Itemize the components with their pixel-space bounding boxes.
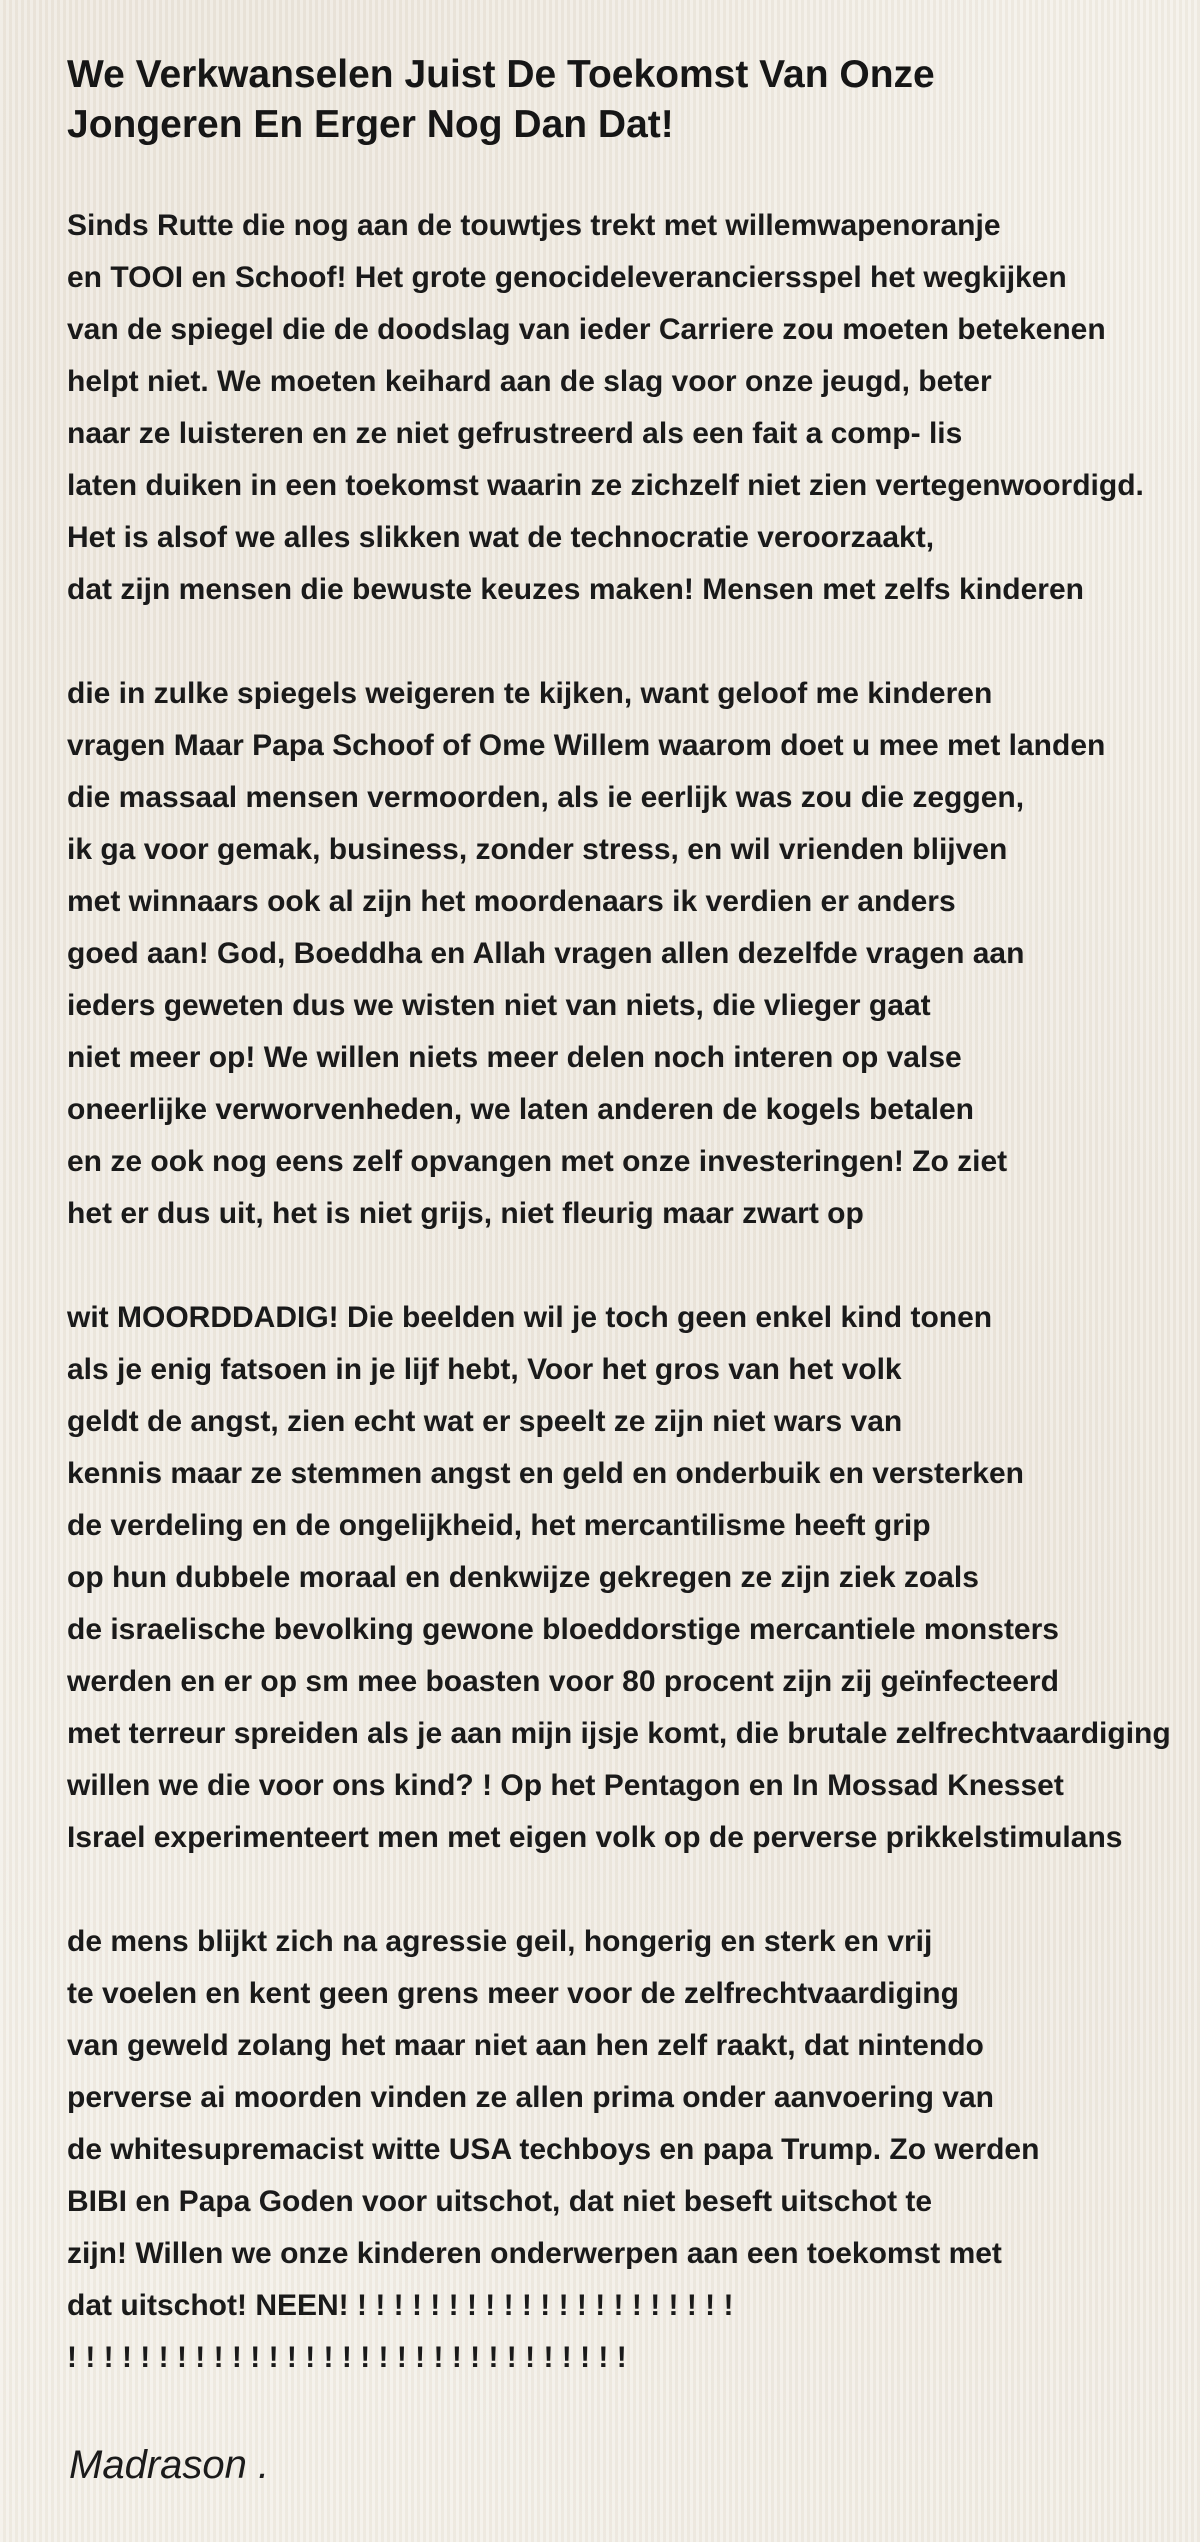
poem-line: die massaal mensen vermoorden, als ie eerlijk was zou die zeggen, <box>67 781 1025 814</box>
stanza-gap <box>67 616 1200 668</box>
poem-line: niet meer op! We willen niets meer delen noch interen op valse <box>67 1041 962 1074</box>
poem-line: zijn! Willen we onze kinderen onderwerpen aan een toekomst met <box>67 2237 1002 2270</box>
poem-line: met terreur spreiden als je aan mijn ijsje komt, die brutale zelfrechtvaardiging <box>67 1717 1171 1750</box>
poem-line: kennis maar ze stemmen angst en geld en onderbuik en versterken <box>67 1457 1024 1490</box>
poem-line: dat uitschot! NEEN! ! ! ! ! ! ! ! ! ! ! ! ! ! ! ! ! ! ! ! ! ! <box>67 2289 734 2322</box>
stanza <box>67 1916 1200 2384</box>
poem-line: van geweld zolang het maar niet aan hen zelf raakt, dat nintendo <box>67 2029 984 2062</box>
stanza <box>67 1292 1200 1864</box>
poem-line: BIBI en Papa Goden voor uitschot, dat niet beseft uitschot te <box>67 2185 933 2218</box>
poem-line: en ze ook nog eens zelf opvangen met onze investeringen! Zo ziet <box>67 1145 1008 1178</box>
poem-line: die in zulke spiegels weigeren te kijken, want geloof me kinderen <box>67 677 993 710</box>
poem-line: vragen Maar Papa Schoof of Ome Willem waarom doet u mee met landen <box>67 729 1106 762</box>
poem-line: helpt niet. We moeten keihard aan de slag voor onze jeugd, beter <box>67 365 992 398</box>
poem-body <box>67 200 1200 2384</box>
poem-line: de whitesupremacist witte USA techboys en papa Trump. Zo werden <box>67 2133 1040 2166</box>
poem-line: ieders geweten dus we wisten niet van niets, die vlieger gaat <box>67 989 931 1022</box>
poem-line: ik ga voor gemak, business, zonder stress, en wil vrienden blijven <box>67 833 1008 866</box>
stanza-gap <box>67 1240 1200 1292</box>
poem-line: als je enig fatsoen in je lijf hebt, Voor het gros van het volk <box>67 1353 902 1386</box>
poem-line: de mens blijkt zich na agressie geil, hongerig en sterk en vrij <box>67 1925 933 1958</box>
poem-line: en TOOI en Schoof! Het grote genocideleveranciersspel het wegkijken <box>67 261 1067 294</box>
poem-line: oneerlijke verworvenheden, we laten anderen de kogels betalen <box>67 1093 974 1126</box>
poem-line: de verdeling en de ongelijkheid, het mercantilisme heeft grip <box>67 1509 931 1542</box>
poem-line: laten duiken in een toekomst waarin ze zichzelf niet zien vertegenwoordigd. <box>67 469 1144 502</box>
stanza <box>67 668 1200 1240</box>
poem-line: te voelen en kent geen grens meer voor de zelfrechtvaardiging <box>67 1977 959 2010</box>
poem-title <box>67 50 1167 150</box>
stanza <box>67 200 1200 616</box>
poem-author: Madrason . <box>69 2443 270 2487</box>
poem-title-line: We Verkwanselen Juist De Toekomst Van Onze <box>67 53 935 96</box>
poem-line: geldt de angst, zien echt wat er speelt ze zijn niet wars van <box>67 1405 903 1438</box>
poem-line: dat zijn mensen die bewuste keuzes maken! Mensen met zelfs kinderen <box>67 573 1084 606</box>
poem-line: op hun dubbele moraal en denkwijze gekregen ze zijn ziek zoals <box>67 1561 979 1594</box>
poem-title-line: Jongeren En Erger Nog Dan Dat! <box>67 103 674 146</box>
poem-line: Israel experimenteert men met eigen volk op de perverse prikkelstimulans <box>67 1821 1123 1854</box>
poem-line: naar ze luisteren en ze niet gefrustreerd als een fait a comp- lis <box>67 417 963 450</box>
poem-line: van de spiegel die de doodslag van ieder Carriere zou moeten betekenen <box>67 313 1106 346</box>
poem-line: ! ! ! ! ! ! ! ! ! ! ! ! ! ! ! ! ! ! ! ! ! ! ! ! ! ! ! ! ! ! ! <box>67 2341 627 2374</box>
poem-line: met winnaars ook al zijn het moordenaars ik verdien er anders <box>67 885 956 918</box>
poem-line: perverse ai moorden vinden ze allen prima onder aanvoering van <box>67 2081 994 2114</box>
poem-line: Het is alsof we alles slikken wat de technocratie veroorzaakt, <box>67 521 935 554</box>
poem-line: goed aan! God, Boeddha en Allah vragen allen dezelfde vragen aan <box>67 937 1025 970</box>
stanza-gap <box>67 1864 1200 1916</box>
poem-line: het er dus uit, het is niet grijs, niet fleurig maar zwart op <box>67 1197 864 1230</box>
poem-line: Sinds Rutte die nog aan de touwtjes trekt met willemwapenoranje <box>67 209 1001 242</box>
poem-line: willen we die voor ons kind? ! Op het Pentagon en In Mossad Knesset <box>67 1769 1064 1802</box>
poem-line: de israelische bevolking gewone bloeddorstige mercantiele monsters <box>67 1613 1059 1646</box>
poem-line: werden en er op sm mee boasten voor 80 procent zijn zij geïnfecteerd <box>67 1665 1059 1698</box>
poem-line: wit MOORDDADIG! Die beelden wil je toch geen enkel kind tonen <box>67 1301 993 1334</box>
